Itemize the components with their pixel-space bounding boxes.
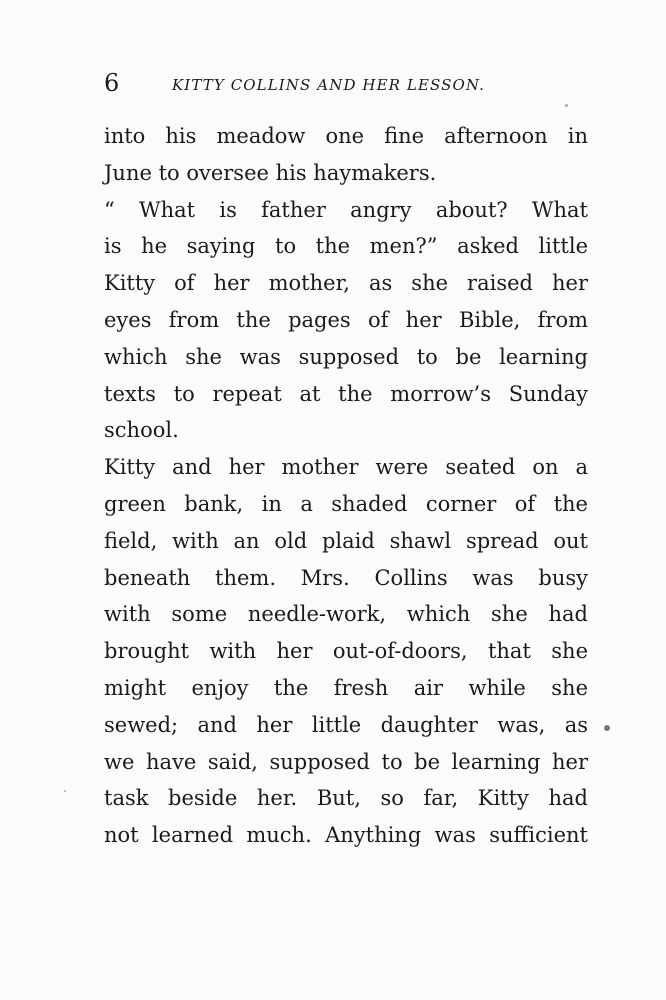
text-line: Kitty and her mother were seated on a: [104, 455, 588, 480]
text-line: Kitty of her mother, as she raised her: [104, 271, 588, 296]
ink-speck: [64, 790, 66, 792]
text-line: “ What is father angry about? What: [104, 197, 588, 222]
text-line: into his meadow one fine afternoon in: [104, 124, 588, 148]
text-line: beneath them. Mrs. Collins was busy: [104, 565, 588, 590]
text-line: field, with an old plaid shawl spread out: [104, 528, 588, 553]
running-title: KITTY COLLINS AND HER LESSON.: [172, 76, 486, 94]
text-line: June to oversee his haymakers.: [104, 160, 437, 185]
running-head: [104, 68, 590, 102]
text-line: brought with her out-of-doors, that she: [104, 639, 588, 664]
text-line: might enjoy the fresh air while she: [104, 675, 588, 700]
text-line: green bank, in a shaded corner of the: [104, 491, 588, 516]
text-line: task beside her. But, so far, Kitty had: [104, 786, 588, 811]
text-line: eyes from the pages of her Bible, from: [104, 307, 588, 332]
page-number: 6: [104, 69, 120, 97]
body-text: [104, 118, 588, 854]
text-line: not learned much. Anything was sufficient: [104, 823, 588, 848]
text-line: with some needle-work, which she had: [104, 602, 588, 627]
text-line: which she was supposed to be learning: [104, 344, 588, 369]
text-line: sewed; and her little daughter was, as: [104, 712, 588, 737]
ink-speck: [604, 725, 610, 731]
text-line: we have said, supposed to be learning her: [104, 749, 588, 774]
text-line: is he saying to the men?” asked little: [104, 234, 588, 259]
text-line: texts to repeat at the morrow’s Sunday: [104, 381, 588, 406]
text-line: school.: [104, 418, 179, 443]
ink-speck: [565, 104, 568, 107]
